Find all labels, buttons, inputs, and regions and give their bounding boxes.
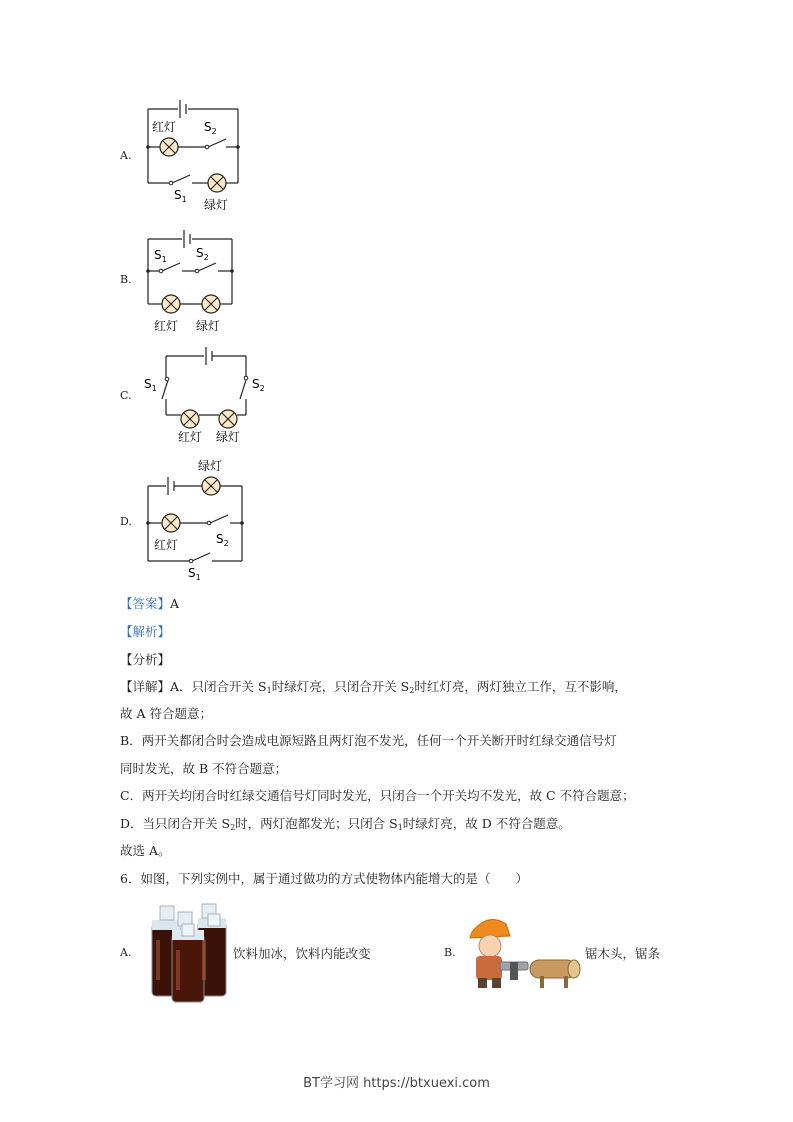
option-d-label: D. <box>120 515 132 528</box>
svg-text:S1: $S_1$ <box>188 566 201 582</box>
label-green-lamp: 绿灯 <box>204 198 229 212</box>
lamp-icon <box>162 514 180 532</box>
option-a-label: A. <box>120 149 132 162</box>
label-green-lamp: 绿灯 <box>216 430 241 444</box>
log-icon <box>530 960 580 988</box>
detail-line-4: 同时发光，故 B 不符合题意； <box>120 761 288 776</box>
svg-text:S1: $S_1$ <box>154 248 167 264</box>
svg-text:S2: $S_2$ <box>252 377 265 393</box>
label-green-lamp: 绿灯 <box>198 459 223 473</box>
circuit-diagram-c <box>140 343 270 449</box>
q6-option-a-text: 饮料加冰，饮料内能改变 <box>233 946 371 961</box>
sawing-wood-image <box>464 908 584 994</box>
lamp-icon <box>208 174 226 192</box>
detail-line-1: 【详解】A．只闭合开关 $S_1$时绿灯亮，只闭合开关 $S_2$时红灯亮，两灯独立工作，互不影响， <box>120 679 627 695</box>
option-c-label: C. <box>120 389 132 402</box>
circuit-diagram-a <box>140 95 250 215</box>
lamp-icon <box>202 477 220 495</box>
label-red-lamp: 红灯 <box>154 538 179 552</box>
label-red-lamp: 红灯 <box>154 319 179 333</box>
label-red-lamp: 红灯 <box>178 430 203 444</box>
lamp-icon <box>219 410 237 428</box>
lamp-icon <box>162 295 180 313</box>
answer-line <box>120 596 179 612</box>
q6-option-a-label: A. <box>120 946 132 959</box>
svg-text:S2: $S_2$ <box>196 246 209 262</box>
analysis-tag: 【解析】 <box>120 624 171 639</box>
label-red-lamp: 红灯 <box>152 120 177 134</box>
svg-text:S2: $S_2$ <box>216 532 229 548</box>
detail-line-5: C．两开关均闭合时红绿交通信号灯同时发光，只闭合一个开关均不发光，故 C 不符合题意； <box>120 788 635 803</box>
detail-line-2: 故 A 符合题意； <box>120 706 212 721</box>
label-green-lamp: 绿灯 <box>196 319 221 333</box>
q6-option-b-label: B. <box>444 946 456 959</box>
lamp-icon <box>181 410 199 428</box>
lamp-icon <box>160 138 178 156</box>
circuit-diagram-b <box>140 226 250 338</box>
answer-value: A <box>170 596 180 611</box>
option-b-label: B. <box>120 273 132 286</box>
circuit-diagram-d <box>140 455 260 585</box>
fenxi-tag: 【分析】 <box>120 652 171 667</box>
footer-watermark: BT学习网 https://btxuexi.com <box>303 1076 490 1091</box>
question-6-stem: 6．如图，下列实例中，属于通过做功的方式使物体内能增大的是（ ） <box>120 871 528 886</box>
q6-option-b-text: 锯木头，锯条 <box>585 946 661 961</box>
answer-tag: 【答案】 <box>120 596 171 611</box>
svg-text:S2: $S_2$ <box>204 120 217 136</box>
detail-line-6: D．当只闭合开关 $S_2$时，两灯泡都发光；只闭合 $S_1$时绿灯亮，故 D 不符合题意。 <box>120 816 571 832</box>
svg-text:S1: $S_1$ <box>144 377 157 393</box>
detail-line-7: 故选 A。 <box>120 843 171 858</box>
lamp-icon <box>202 295 220 313</box>
cola-with-ice-image <box>148 900 234 1004</box>
detail-line-3: B．两开关都闭合时会造成电源短路且两灯泡不发光，任何一个开关断开时红绿交通信号灯 <box>120 733 617 748</box>
svg-text:S1: $S_1$ <box>174 188 187 204</box>
